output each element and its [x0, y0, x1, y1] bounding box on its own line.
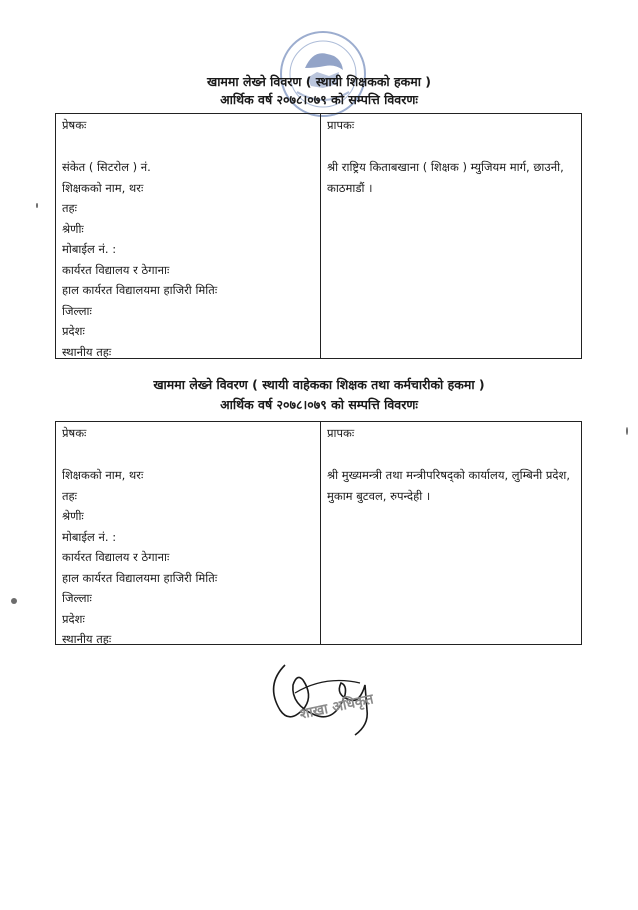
field-grade: श्रेणीः [62, 509, 84, 523]
section1-sender-label: प्रेषकः [62, 118, 87, 132]
section2-receiver-column [321, 422, 581, 644]
section1-receiver-label: प्रापकः [327, 118, 355, 132]
section2-receiver-label: प्रापकः [327, 426, 355, 440]
field-school-address: कार्यरत विद्यालय र ठेगानाः [62, 262, 170, 277]
section1-address-box [55, 113, 582, 359]
section1-subheading: आर्थिक वर्ष २०७८।०७९ को सम्पत्ति विवरणः [220, 92, 418, 107]
field-mobile: मोबाईल नं. : [62, 242, 117, 256]
section2-subheading: आर्थिक वर्ष २०७८।०७९ को सम्पत्ति विवरणः [220, 397, 418, 412]
field-province: प्रदेशः [62, 324, 85, 338]
section1-receiver-address: श्री राष्ट्रिय किताबखाना ( शिक्षक ) म्युजियम मार्ग, छाउनी, काठमाडौं । [327, 160, 564, 195]
section2-sender-label: प्रेषकः [62, 426, 87, 440]
section1-heading: खाममा लेख्ने विवरण ( स्थायी शिक्षकको हकमा ) [206, 74, 432, 89]
field-district: जिल्लाः [62, 591, 92, 605]
section2-heading: खाममा लेख्ने विवरण ( स्थायी वाहेकका शिक्षक तथा कर्मचारीको हकमा ) [153, 377, 485, 392]
field-local-level: स्थानीय तहः [62, 632, 112, 646]
section2-address-box [55, 421, 582, 645]
scan-speck [36, 203, 38, 208]
field-attendance-date: हाल कार्यरत विद्यालयमा हाजिरी मितिः [62, 283, 218, 297]
field-attendance-date: हाल कार्यरत विद्यालयमा हाजिरी मितिः [62, 570, 218, 585]
field-school-address: कार्यरत विद्यालय र ठेगानाः [62, 550, 170, 564]
field-district: जिल्लाः [62, 303, 92, 318]
field-mobile: मोबाईल नं. : [62, 529, 117, 544]
section2-receiver-address: श्री मुख्यमन्त्री तथा मन्त्रीपरिषद्को कार्यालय, लुम्बिनी प्रदेश, मुकाम बुटवल, रुपन्देही । [327, 468, 571, 503]
field-local-level: स्थानीय तहः [62, 344, 112, 359]
section1-receiver-column [321, 114, 581, 358]
field-level: तहः [62, 201, 77, 215]
field-level: तहः [62, 488, 77, 503]
field-province: प्रदेशः [62, 611, 85, 626]
field-grade: श्रेणीः [62, 221, 84, 236]
section1-sender-column [56, 114, 321, 358]
scan-speck [11, 598, 17, 604]
field-teacher-name: शिक्षकको नाम, थरः [62, 468, 144, 482]
section2-sender-column [56, 422, 321, 644]
field-sitrol-number: संकेत ( सिटरोल ) नं. [62, 160, 151, 174]
field-teacher-name: शिक्षकको नाम, थरः [62, 180, 144, 195]
signature-stamp: शाखा अधिकृत [298, 691, 375, 723]
scan-speck [626, 427, 628, 435]
